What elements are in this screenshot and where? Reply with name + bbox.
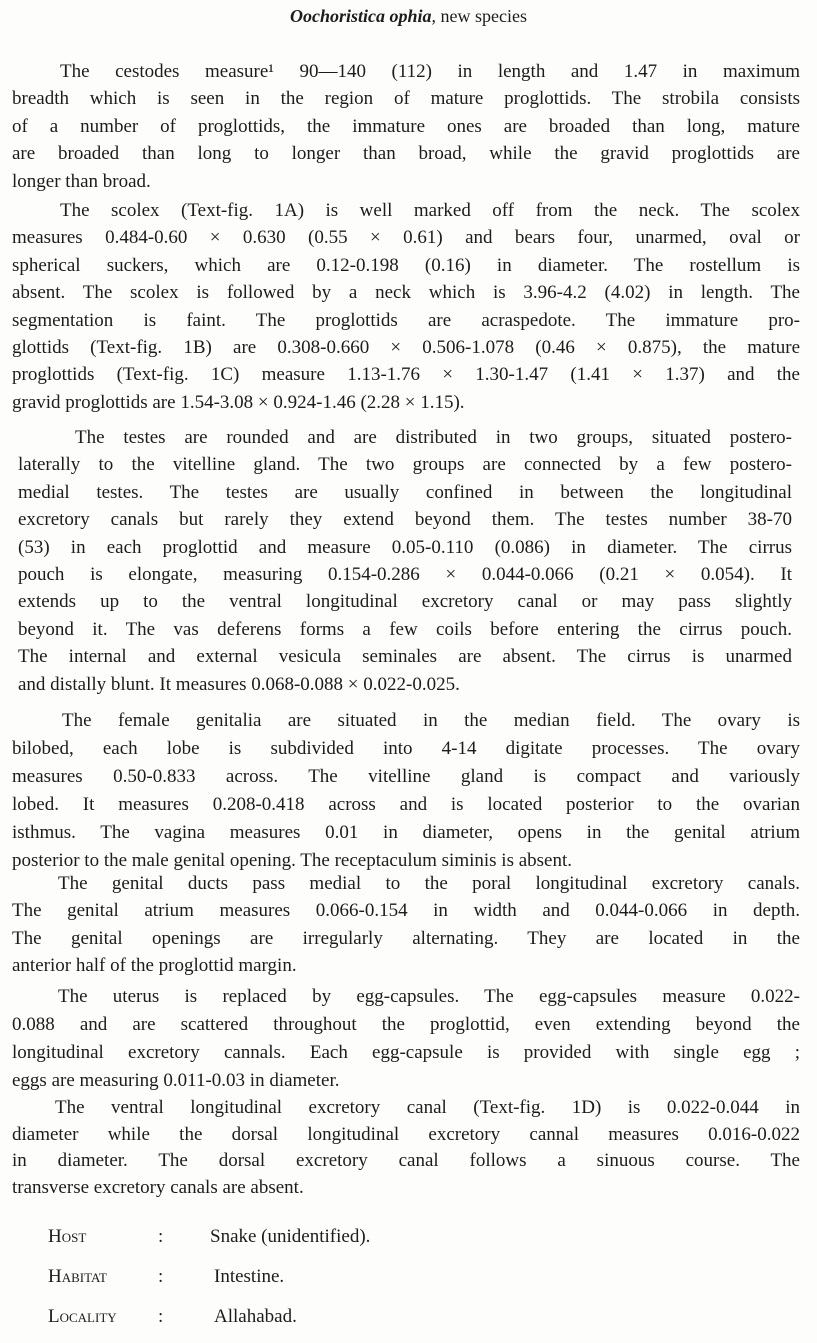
text-line: bilobed, each lobe is subdivided into 4-14 digitate processes. The ovary — [12, 738, 800, 759]
text-line: The scolex (Text-fig. 1A) is well marked off from the neck. The scolex — [60, 200, 800, 221]
text-line: laterally to the vitelline gland. The two groups are connected by a few postero- — [18, 454, 792, 476]
paragraph-general-description — [12, 58, 800, 195]
text-line: diameter while the dorsal longitudinal excretory cannal measures 0.016-0.022 — [12, 1123, 800, 1145]
text-line: The testes are rounded and are distributed in two groups, situated postero- — [75, 427, 792, 448]
text-line: excretory canals but rarely they extend beyond them. The testes number 38-70 — [18, 509, 792, 531]
text-line: The genital openings are irregularly alternating. They are located in the — [12, 927, 800, 949]
species-name: Oochoristica ophia — [290, 6, 432, 26]
text-line: absent. The scolex is followed by a neck which is 3.96-4.2 (4.02) in length. The — [12, 282, 800, 304]
text-line: spherical suckers, which are 0.12-0.198 (0.16) in diameter. The rostellum is — [12, 254, 800, 276]
text-line: (53) in each proglottid and measure 0.05-0.110 (0.086) in diameter. The cirrus — [18, 536, 792, 558]
locality-value: Allahabad. — [214, 1306, 297, 1327]
text-line: 0.088 and are scattered throughout the proglottid, even extending beyond the — [12, 1014, 800, 1035]
text-line: segmentation is faint. The proglottids are acraspedote. The immature pro- — [12, 309, 800, 331]
text-line: isthmus. The vagina measures 0.01 in diameter, opens in the genital atrium — [12, 822, 800, 843]
text-line: The ventral longitudinal excretory canal (Text-fig. 1D) is 0.022-0.044 in — [55, 1097, 800, 1118]
text-line: in diameter. The dorsal excretory canal follows a sinuous course. The — [12, 1150, 800, 1171]
host-label: Host — [48, 1226, 87, 1247]
text-line: longitudinal excretory cannals. Each egg-capsule is provided with single egg ; — [12, 1042, 800, 1063]
text-line: and distally blunt. It measures 0.068-0.088 × 0.022-0.025. — [18, 673, 460, 695]
habitat-value: Intestine. — [214, 1266, 285, 1287]
text-line: The internal and external vesicula seminales are absent. The cirrus is unarmed — [18, 646, 792, 668]
text-line: measures 0.50-0.833 across. The vitelline gland is compact and variously — [12, 766, 800, 787]
text-line: transverse excretory canals are absent. — [12, 1176, 304, 1198]
text-line: of a number of proglottids, the immature ones are broaded than long, mature — [12, 115, 800, 137]
locality-label: Locality — [48, 1306, 117, 1327]
paragraph-excretory-canals — [12, 1095, 800, 1201]
text-line: measures 0.484-0.60 × 0.630 (0.55 × 0.61) and bears four, unarmed, oval or — [12, 227, 800, 249]
text-line: The genital ducts pass medial to the poral longitudinal excretory canals. — [58, 873, 800, 894]
habitat-separator: : — [158, 1266, 164, 1287]
host-separator: : — [158, 1226, 164, 1247]
text-line: longer than broad. — [12, 170, 151, 192]
text-line: The cestodes measure¹ 90—140 (112) in length and 1.47 in maximum — [60, 61, 800, 82]
text-line: gravid proglottids are 1.54-3.08 × 0.924-1.46 (2.28 × 1.15). — [12, 391, 465, 413]
locality-separator: : — [158, 1306, 164, 1327]
text-line: medial testes. The testes are usually confined in between the longitudinal — [18, 481, 792, 503]
host-value: Snake (unidentified). — [210, 1226, 371, 1247]
text-line: extends up to the ventral longitudinal excretory canal or may pass slightly — [18, 591, 792, 613]
species-suffix: , new species — [431, 6, 527, 26]
paragraph-female-genitalia — [12, 707, 800, 875]
paragraph-genital-ducts — [12, 870, 800, 979]
text-line: lobed. It measures 0.208-0.418 across and is located posterior to the ovarian — [12, 794, 800, 815]
text-line: pouch is elongate, measuring 0.154-0.286 × 0.044-0.066 (0.21 × 0.054). It — [18, 563, 792, 585]
text-line: breadth which is seen in the region of mature proglottids. The strobila consists — [12, 88, 800, 110]
habitat-label: Habitat — [48, 1266, 107, 1287]
paragraph-testes — [18, 424, 792, 698]
text-line: posterior to the male genital opening. The receptaculum siminis is absent. — [12, 850, 573, 871]
species-heading — [0, 6, 817, 27]
text-line: The female genitalia are situated in the median field. The ovary is — [62, 710, 800, 731]
text-line: The genital atrium measures 0.066-0.154 in width and 0.044-0.066 in depth. — [12, 900, 800, 922]
text-line: proglottids (Text-fig. 1C) measure 1.13-1.76 × 1.30-1.47 (1.41 × 1.37) and the — [12, 364, 800, 386]
text-line: beyond it. The vas deferens forms a few coils before entering the cirrus pouch. — [18, 618, 792, 640]
text-line: The uterus is replaced by egg-capsules. The egg-capsules measure 0.022- — [58, 986, 800, 1007]
text-line: eggs are measuring 0.011-0.03 in diameter. — [12, 1070, 340, 1091]
text-line: glottids (Text-fig. 1B) are 0.308-0.660 × 0.506-1.078 (0.46 × 0.875), the mature — [12, 336, 800, 358]
text-line: anterior half of the proglottid margin. — [12, 954, 297, 976]
text-line: are broaded than long to longer than broad, while the gravid proglottids are — [12, 143, 800, 165]
paragraph-uterus — [12, 983, 800, 1095]
paragraph-scolex — [12, 197, 800, 416]
